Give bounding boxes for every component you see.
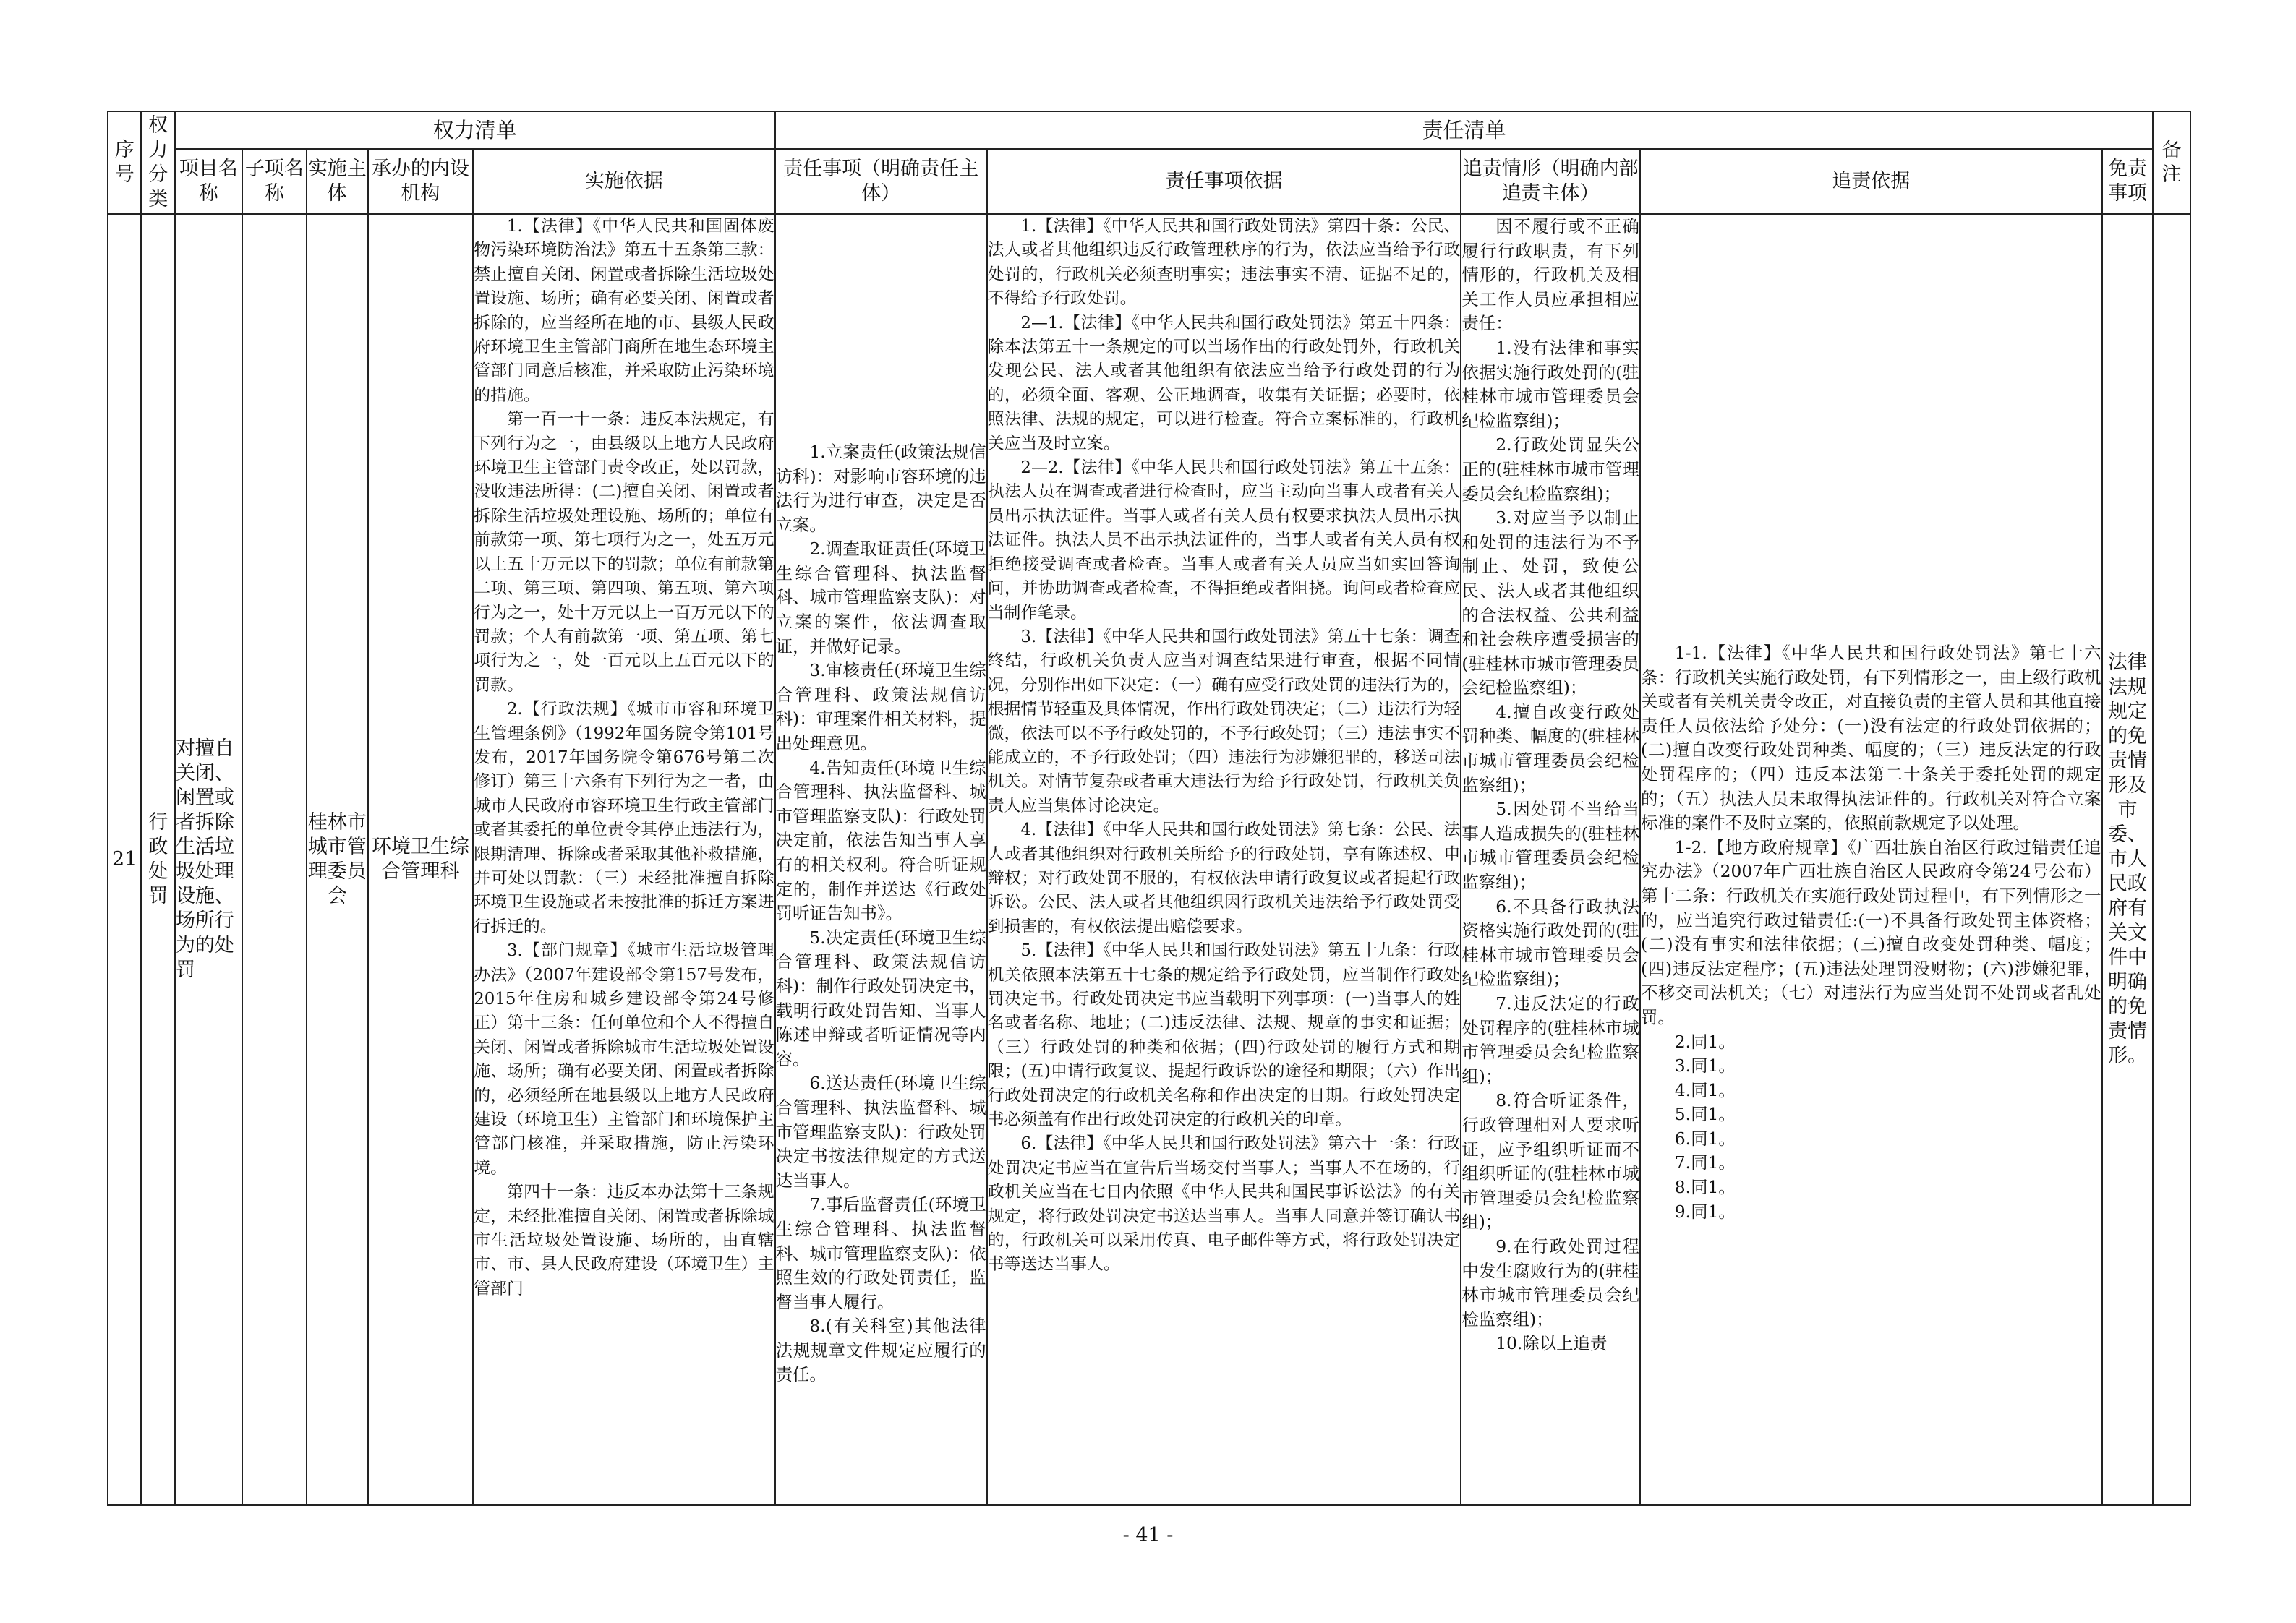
header-resp-item: 责任事项（明确责任主体） [775, 149, 987, 214]
paragraph: 6.不具备行政执法资格实施行政处罚的(驻桂林市城市管理委员会纪检监察组)； [1461, 896, 1639, 990]
row-seq: 21 [108, 214, 141, 1505]
paragraph: 4.擅自改变行政处罚种类、幅度的(驻桂林市城市管理委员会纪检监察组)； [1461, 701, 1639, 795]
paragraph: 2—1.【法律】《中华人民共和国行政处罚法》第五十四条：除本法第五十一条规定的可以当场作出的行政处罚外，行政机关发现公民、法人或者其他组织有依法应当给予行政处罚的行为的，必须全面、客观、公正地调查，收集有关证据；必要时，依照法律、法规的规定，可以进行检查。符合立案标准的，行政机关应当及时立案。 [987, 313, 1461, 453]
header-pursue-case: 追责情形（明确内部追责主体） [1461, 149, 1640, 214]
row-item-name: 对擅自关闭、闲置或者拆除生活垃圾处理设施、场所行为的处罚 [175, 214, 242, 1505]
row-basis [473, 214, 774, 1505]
paragraph: 5.同1。 [1674, 1104, 1736, 1125]
header-subject: 实施主体 [307, 149, 368, 214]
paragraph: 1-2.【地方政府规章】《广西壮族自治区行政过错责任追究办法》（2007年广西壮族自治区人民政府令第24号公布）第十二条：行政机关在实施行政处罚过程中，有下列情形之一的，应当追究行政过错责任:(一)不具备行政处罚主体资格；(二)没有事实和法律依据；(三)擅自改变处罚种类、幅度；(四)违反法定程序；(五)违法处理罚没财物；(六)涉嫌犯罪，不移交司法机关；（七）对违法行为应当处罚不处罚或者乱处罚。 [1640, 836, 2101, 1027]
header-dept: 承办的内设机构 [368, 149, 474, 214]
paragraph: 4.同1。 [1674, 1079, 1736, 1100]
paragraph: 3.【法律】《中华人民共和国行政处罚法》第五十七条：调查终结，行政机关负责人应当对调查结果进行审查，根据不同情况，分别作出如下决定：（一）确有应受行政处罚的违法行为的，根据情节轻重及具体情况，作出行政处罚决定；（二）违法行为轻微，依法可以不予行政处罚的，不予行政处罚；（三）违法事实不能成立的，不予行政处罚；（四）违法行为涉嫌犯罪的，移送司法机关。对情节复杂或者重大违法行为给予行政处罚，行政机关负责人应当集体讨论决定。 [987, 627, 1461, 815]
paragraph: 8.同1。 [1674, 1177, 1736, 1198]
paragraph: 1.没有法律和事实依据实施行政处罚的(驻桂林市城市管理委员会纪检监察组)； [1461, 337, 1639, 431]
paragraph: 1-1.【法律】《中华人民共和国行政处罚法》第七十六条：行政机关实施行政处罚，有下列情形之一，由上级行政机关或者有关机关责令改正，对直接负责的主管人员和其他直接责任人员依法给予处分：(一)没有法定的行政处罚依据的；(二)擅自改变行政处罚种类、幅度的；（三）违反法定的行政处罚程序的；（四）违反本法第二十条关于委托处罚的规定的；（五）执法人员未取得执法证件的。行政机关对符合立案标准的案件不及时立案的，依照前款规定予以处理。 [1640, 643, 2101, 834]
paragraph: 6.送达责任(环境卫生综合管理科、执法监督科、城市管理监察支队)：行政处罚决定书按法律规定的方式送达当事人。 [775, 1073, 986, 1191]
paragraph: 3.对应当予以制止和处罚的违法行为不予制止、处罚，致使公民、法人或者其他组织的合法权益、公共利益和社会秩序遭受损害的(驻桂林市城市管理委员会纪检监察组)； [1461, 508, 1639, 698]
paragraph: 第四十一条：违反本办法第十三条规定，未经批准擅自关闭、闲置或者拆除城市生活垃圾处置设施、场所的，由直辖市、市、县人民政府建设（环境卫生）主管部门 [474, 1183, 774, 1298]
header-resp-basis: 责任事项依据 [987, 149, 1461, 214]
page-number: - 41 - [1122, 1524, 1174, 1546]
paragraph: 8.符合听证条件，行政管理相对人要求听证，应予组织听证而不组织听证的(驻桂林市城市管理委员会纪检监察组)； [1461, 1090, 1639, 1233]
paragraph: 1.立案责任(政策法规信访科)：对影响市容环境的违法行为进行审查，决定是否立案。 [775, 441, 986, 535]
paragraph: 9.同1。 [1674, 1201, 1736, 1222]
row-pursue-case [1461, 214, 1640, 1505]
paragraph: 4.【法律】《中华人民共和国行政处罚法》第七条：公民、法人或者其他组织对行政机关所给予的行政处罚，享有陈述权、申辩权；对行政处罚不服的，有权依法申请行政复议或者提起行政诉讼。公民、法人或者其他组织因行政机关违法给予行政处罚受到损害的，有权依法提出赔偿要求。 [987, 821, 1461, 936]
header-sub-name: 子项名称 [242, 149, 307, 214]
header-remark: 备注 [2153, 111, 2190, 214]
paragraph: 8.(有关科室)其他法律法规规章文件规定应履行的责任。 [775, 1316, 986, 1385]
paragraph: 6.【法律】《中华人民共和国行政处罚法》第六十一条：行政处罚决定书应当在宣告后当场交付当事人；当事人不在场的，行政机关应当在七日内依照《中华人民共和国民事诉讼法》的有关规定，将行政处罚决定书送达当事人。当事人同意并签订确认书的，行政机关可以采用传真、电子邮件等方式，将行政处罚决定书等送达当事人。 [987, 1134, 1461, 1275]
row-remark [2153, 214, 2190, 1505]
header-exempt: 免责事项 [2102, 149, 2154, 214]
paragraph: 2.行政处罚显失公正的(驻桂林市城市管理委员会纪检监察组)； [1461, 434, 1639, 504]
row-sub-name [242, 214, 307, 1505]
paragraph: 9.在行政处罚过程中发生腐败行为的(驻桂林市城市管理委员会纪检监察组)； [1461, 1236, 1639, 1329]
header-seq: 序号 [108, 111, 141, 214]
paragraph: 6.同1。 [1674, 1128, 1736, 1149]
paragraph: 5.【法律】《中华人民共和国行政处罚法》第五十九条：行政机关依照本法第五十七条的规定给予行政处罚，应当制作行政处罚决定书。行政处罚决定书应当载明下列事项：(一)当事人的姓名或者名称、地址；(二)违反法律、法规、规章的事实和证据；（三）行政处罚的种类和依据；(四)行政处罚的履行方式和期限；(五)申请行政复议、提起行政诉讼的途径和期限；（六）作出行政处罚决定的行政机关名称和作出决定的日期。行政处罚决定书必须盖有作出行政处罚决定的行政机关的印章。 [987, 941, 1461, 1130]
power-responsibility-table [107, 111, 2191, 1506]
paragraph: 因不履行或不正确履行行政职责，有下列情形的，行政机关及相关工作人员应承担相应责任： [1461, 216, 1639, 334]
header-item-name: 项目名称 [175, 149, 242, 214]
table-row [108, 214, 2190, 1505]
row-resp-item [775, 214, 987, 1505]
header-basis: 实施依据 [473, 149, 774, 214]
row-power-type: 行政处罚 [141, 214, 174, 1505]
header-pursue-basis: 追责依据 [1640, 149, 2102, 214]
row-exempt: 法律法规规定的免责情形及市委、市人民政府有关文件中明确的免责情形。 [2102, 214, 2154, 1505]
paragraph: 2.同1。 [1674, 1031, 1736, 1052]
paragraph: 1.【法律】《中华人民共和国行政处罚法》第四十条：公民、法人或者其他组织违反行政管理秩序的行为，依法应当给予行政处罚的，行政机关必须查明事实；违法事实不清、证据不足的，不得给予行政处罚。 [987, 217, 1461, 309]
paragraph: 第一百一十一条：违反本法规定，有下列行为之一，由县级以上地方人民政府环境卫生主管部门责令改正，处以罚款，没收违法所得：(二)擅自关闭、闲置或者拆除生活垃圾处理设施、场所的；单位有前款第一项、第七项行为之一，处五万元以上五十万元以下的罚款；单位有前款第二项、第三项、第四项、第五项、第六项行为之一，处十万元以上一百万元以下的罚款；个人有前款第一项、第五项、第七项行为之一，处一百元以上五百元以下的罚款。 [474, 410, 774, 695]
header-power-type: 权力分类 [141, 111, 174, 214]
paragraph: 3.审核责任(环境卫生综合管理科、政策法规信访科)：审理案件相关材料，提出处理意见。 [775, 660, 986, 754]
paragraph: 5.因处罚不当给当事人造成损失的(驻桂林市城市管理委员会纪检监察组)； [1461, 799, 1639, 893]
paragraph: 3.同1。 [1674, 1055, 1736, 1076]
header-responsibility-list: 责任清单 [775, 111, 2154, 149]
row-pursue-basis [1640, 214, 2102, 1505]
paragraph: 1.【法律】《中华人民共和国固体废物污染环境防治法》第五十五条第三款：禁止擅自关闭、闲置或者拆除生活垃圾处置设施、场所；确有必要关闭、闲置或者拆除的，应当经所在地的市、县级人民政府环境卫生主管部门商所在地生态环境主管部门同意后核准，并采取防止污染环境的措施。 [474, 217, 774, 405]
paragraph: 7.事后监督责任(环境卫生综合管理科、执法监督科、城市管理监察支队)：依照生效的行政处罚责任，监督当事人履行。 [775, 1194, 986, 1312]
row-dept: 环境卫生综合管理科 [368, 214, 474, 1505]
paragraph: 4.告知责任(环境卫生综合管理科、执法监督科、城市管理监察支队)：行政处罚决定前，依法告知当事人享有的相关权利。符合听证规定的，制作并送达《行政处罚听证告知书》。 [775, 757, 986, 924]
paragraph: 10.除以上追责 [1495, 1333, 1608, 1354]
row-resp-basis [987, 214, 1461, 1505]
paragraph: 3.【部门规章】《城市生活垃圾管理办法》（2007年建设部令第157号发布，2015年住房和城乡建设部令第24号修正）第十三条：任何单位和个人不得擅自关闭、闲置或者拆除城市生活垃圾处置设施、场所；确有必要关闭、闲置或者拆除的，必须经所在地县级以上地方人民政府建设（环境卫生）主管部门和环境保护主管部门核准，并采取措施，防止污染环境。 [474, 941, 774, 1178]
paragraph: 2.【行政法规】《城市市容和环境卫生管理条例》（1992年国务院令第101号发布，2017年国务院令第676号第二次修订）第三十六条有下列行为之一者，由城市人民政府市容环境卫生行政主管部门或者其委托的单位责令其停止违法行为，限期清理、拆除或者采取其他补救措施，并可处以罚款：（三）未经批准擅自拆除环境卫生设施或者未按批准的拆迁方案进行拆迁的。 [474, 700, 774, 936]
paragraph: 7.同1。 [1674, 1152, 1736, 1173]
paragraph: 7.违反法定的行政处罚程序的(驻桂林市城市管理委员会纪检监察组)； [1461, 993, 1639, 1087]
paragraph: 2—2.【法律】《中华人民共和国行政处罚法》第五十五条：执法人员在调查或者进行检查时，应当主动向当事人或者有关人员出示执法证件。当事人或者有关人员有权要求执法人员出示执法证件。执法人员不出示执法证件的，当事人或者有关人员有权拒绝接受调查或者检查。当事人或者有关人员应当如实回答询问，并协助调查或者检查，不得拒绝或者阻挠。询问或者检查应当制作笔录。 [987, 458, 1461, 622]
paragraph: 5.决定责任(环境卫生综合管理科、政策法规信访科)：制作行政处罚决定书，载明行政处罚告知、当事人陈述申辩或者听证情况等内容。 [775, 927, 986, 1069]
header-power-list: 权力清单 [175, 111, 775, 149]
row-subject: 桂林市城市管理委员会 [307, 214, 368, 1505]
paragraph: 2.调查取证责任(环境卫生综合管理科、执法监督科、城市管理监察支队)：对立案的案件，依法调查取证，并做好记录。 [775, 539, 986, 656]
